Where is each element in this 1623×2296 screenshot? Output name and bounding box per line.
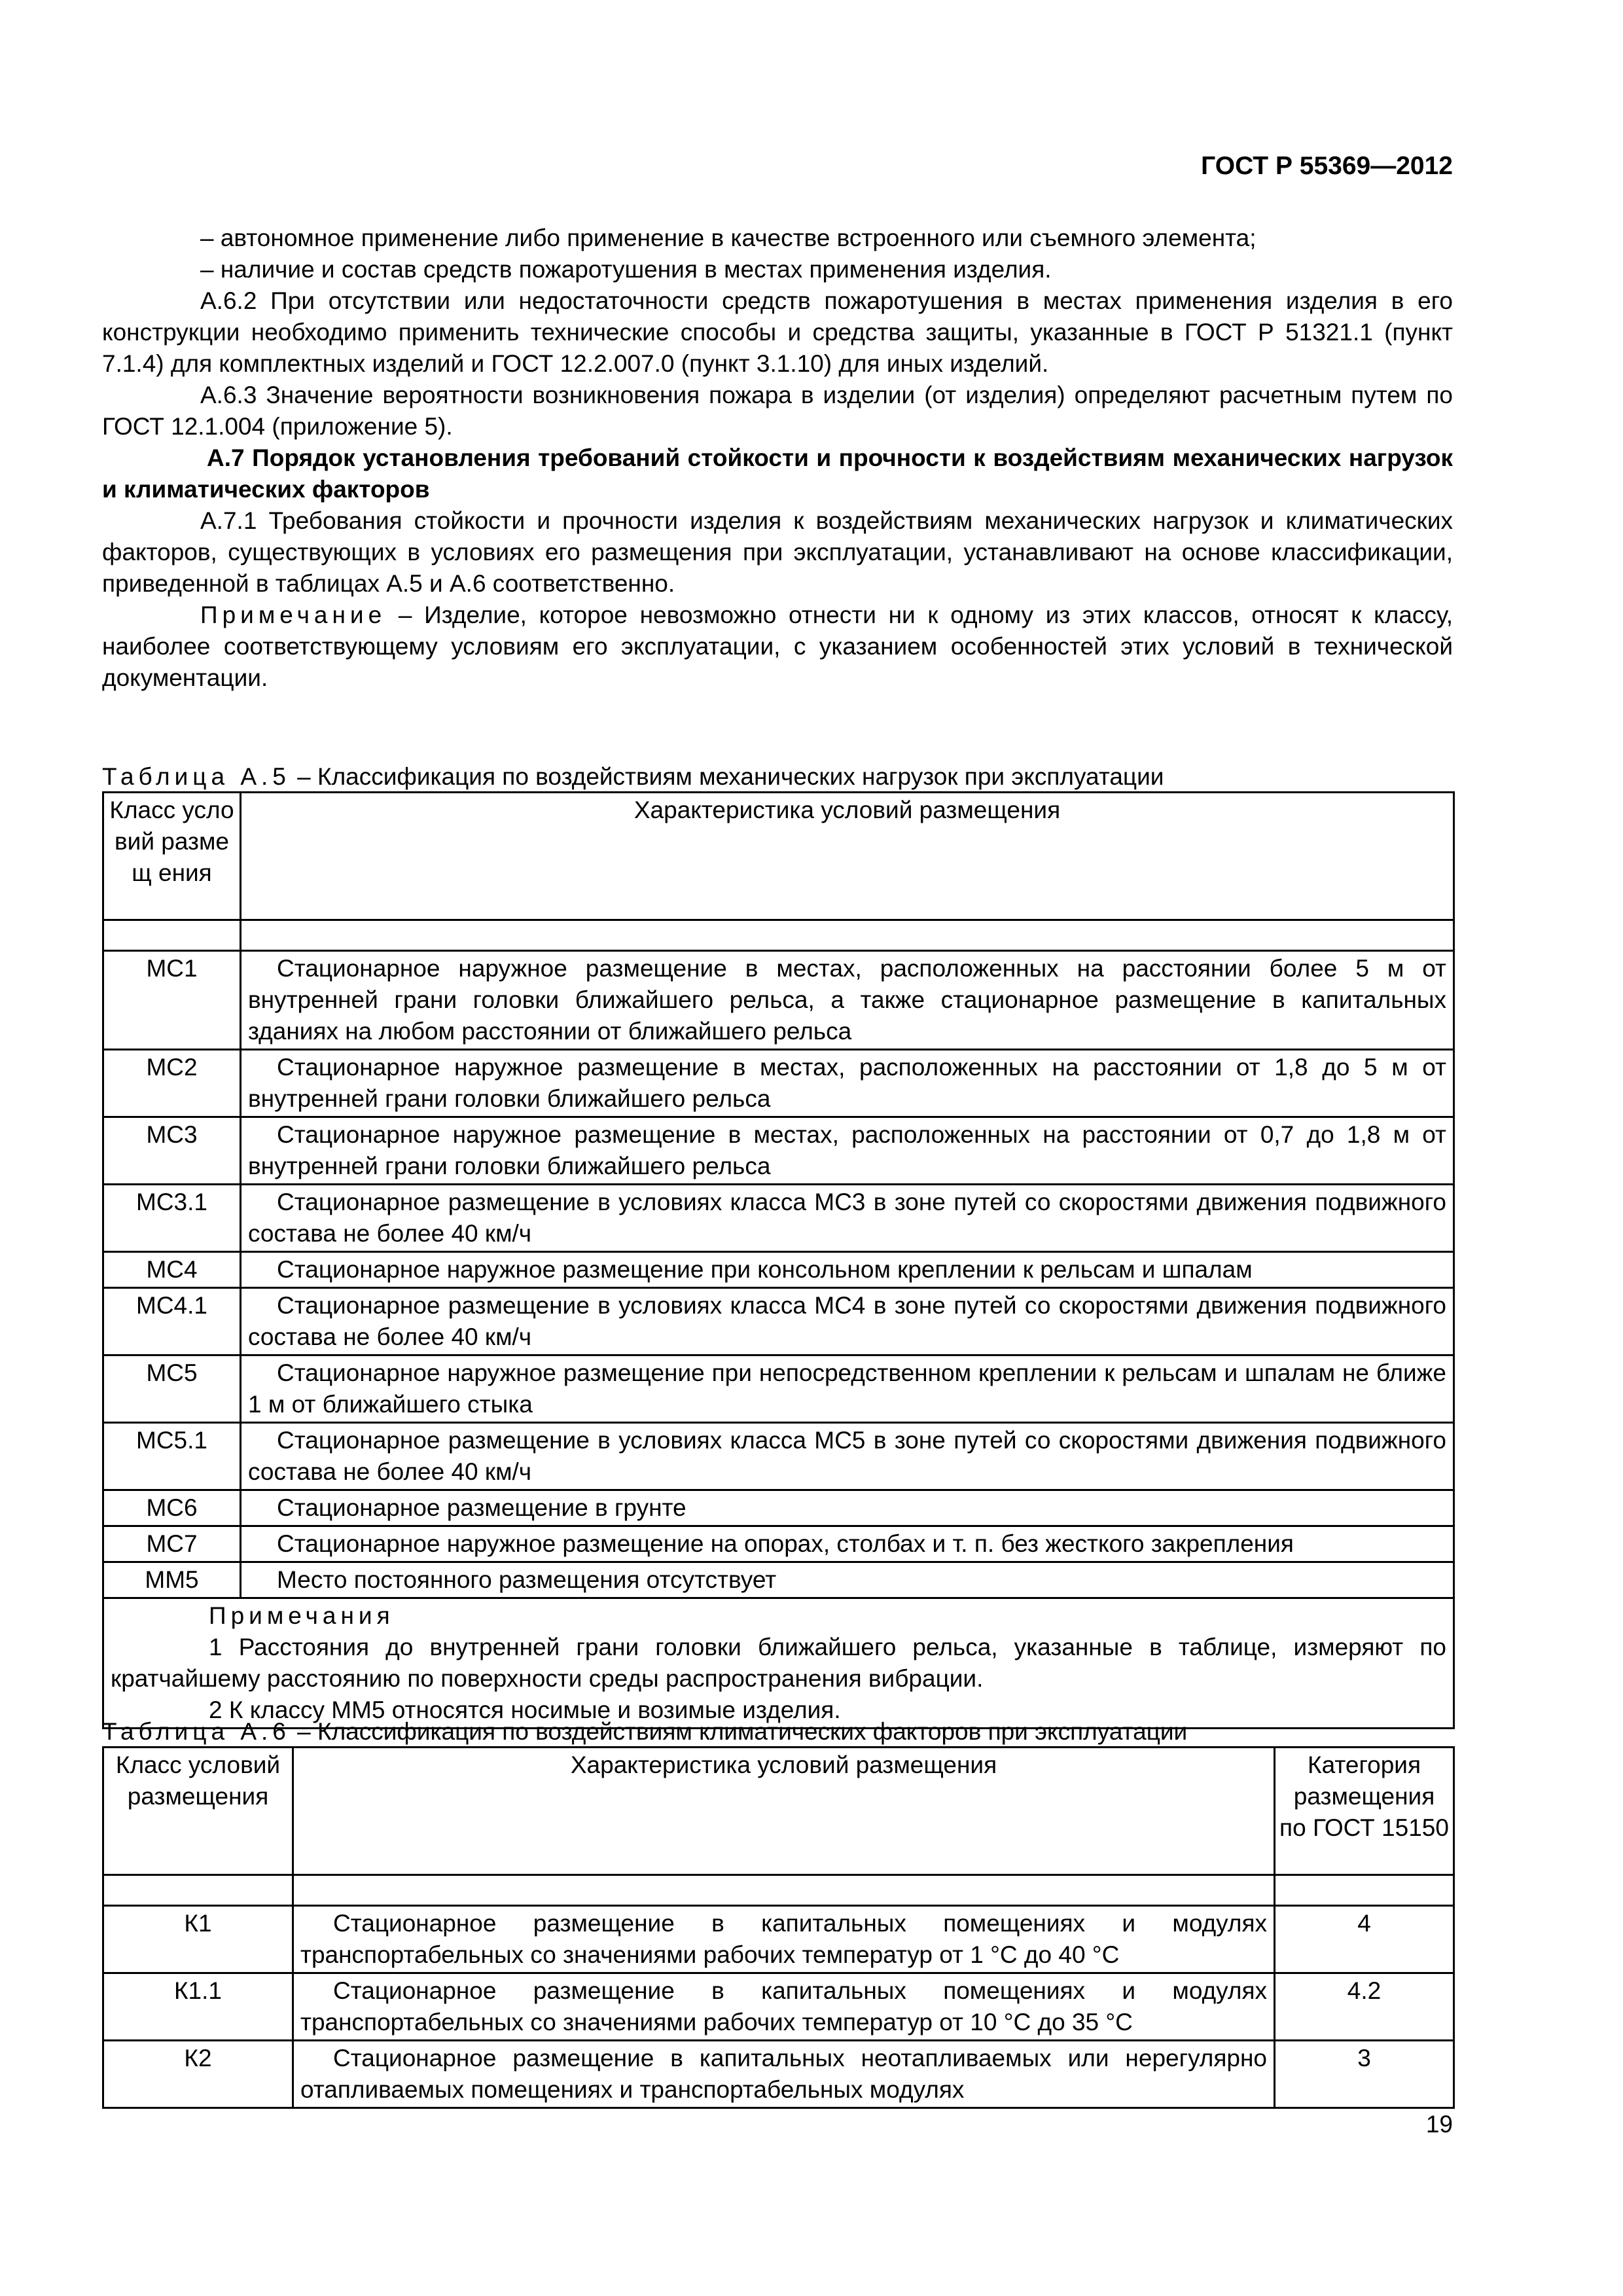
description-cell: Стационарное наружное размещение в местах, расположенных на расстоянии от 1,8 до 5 м от внутренней грани головки ближайшего рельса [241, 1050, 1454, 1117]
table-row [103, 1252, 1454, 1288]
class-cell: МС4 [103, 1252, 241, 1288]
description-cell: Стационарное наружное размещение при консольном креплении к рельсам и шпалам [241, 1252, 1454, 1288]
table-row [103, 1562, 1454, 1598]
table-a6-block [102, 1717, 1455, 2109]
table-a5-block [102, 762, 1455, 1729]
note-text: – Изделие, которое невозможно отнести ни к одному из этих классов, относят к классу, наиболее соответствующему условиям его эксплуатации, с указанием особенностей этих условий в технической документации. [102, 601, 1453, 691]
table-row [103, 1288, 1454, 1355]
description-cell: Стационарное размещение в капитальных помещениях и модулях транспортабельных со значениями рабочих температур от 10 °С до 35 °С [293, 1973, 1275, 2041]
description-cell: Стационарное наружное размещение на опорах, столбах и т. п. без жесткого закрепления [241, 1526, 1454, 1562]
table-spacer-row [103, 920, 1454, 951]
description-cell: Стационарное размещение в капитальных помещениях и модулях транспортабельных со значениями рабочих температур от 1 °С до 40 °С [293, 1906, 1275, 1973]
table-row [103, 951, 1454, 1050]
class-cell: К1 [103, 1906, 293, 1973]
body-text [102, 223, 1453, 694]
class-cell: МС7 [103, 1526, 241, 1562]
table-header-row [103, 793, 1454, 920]
column-header-category: Категория размещения по ГОСТ 15150 [1275, 1748, 1454, 1875]
note-2: 2 К классу ММ5 относятся носимые и возимые изделия. [209, 1696, 841, 1723]
column-header-class: Класс условий размещения [103, 1748, 293, 1875]
description-cell: Стационарное наружное размещение при непосредственном креплении к рельсам и шпалам не ближе 1 м от ближайшего стыка [241, 1355, 1454, 1423]
notes-title: Примечания [209, 1602, 395, 1629]
standard-designation: ГОСТ Р 55369—2012 [1201, 152, 1453, 180]
category-cell: 3 [1275, 2041, 1454, 2108]
table-notes-cell [103, 1598, 1454, 1729]
note-paragraph [102, 600, 1453, 694]
description-cell: Стационарное размещение в условиях класса МС4 в зоне путей со скоростями движения подвижного состава не более 40 км/ч [241, 1288, 1454, 1355]
description-cell: Стационарное размещение в условиях класса МС5 в зоне путей со скоростями движения подвижного состава не более 40 км/ч [241, 1423, 1454, 1490]
class-cell: ММ5 [103, 1562, 241, 1598]
description-cell: Стационарное размещение в капитальных неотапливаемых или нерегулярно отапливаемых помещениях и транспортабельных модулях [293, 2041, 1275, 2108]
class-cell: К2 [103, 2041, 293, 2108]
column-header-characteristic: Характеристика условий размещения [293, 1748, 1275, 1875]
table-row [103, 2041, 1454, 2108]
class-cell: МС4.1 [103, 1288, 241, 1355]
column-header-class: Класс условий размещ ения [103, 793, 241, 920]
description-cell: Стационарное наружное размещение в местах, расположенных на расстоянии более 5 м от внутренней грани головки ближайшего рельса, а также стационарное размещение в капитальных зданиях на любом расстоянии от ближайшего рельса [241, 951, 1454, 1050]
table-a6-caption-label: Таблица А.6 [102, 1718, 291, 1745]
table-a6-caption-text: – Классификация по воздействиям климатических факторов при эксплуатации [290, 1718, 1188, 1745]
paragraph: – наличие и состав средств пожаротушения в местах применения изделия. [200, 256, 1052, 283]
description-cell: Стационарное наружное размещение в местах, расположенных на расстоянии от 0,7 до 1,8 м от внутренней грани головки ближайшего рельса [241, 1117, 1454, 1185]
class-cell: МС2 [103, 1050, 241, 1117]
class-cell: МС5.1 [103, 1423, 241, 1490]
class-cell: К1.1 [103, 1973, 293, 2041]
class-cell: МС6 [103, 1490, 241, 1526]
table-row [103, 1490, 1454, 1526]
table-row [103, 1185, 1454, 1252]
category-cell: 4 [1275, 1906, 1454, 1973]
column-header-characteristic: Характеристика условий размещения [241, 793, 1454, 920]
class-cell: МС5 [103, 1355, 241, 1423]
table-a6-caption [102, 1717, 1455, 1746]
section-heading-a7: А.7 Порядок установления требований стойкости и прочности к воздействиям механических нагрузок и климатических факторов [102, 444, 1453, 503]
table-row [103, 1973, 1454, 2041]
class-cell: МС1 [103, 951, 241, 1050]
table-a5-caption [102, 762, 1455, 791]
class-cell: МС3.1 [103, 1185, 241, 1252]
table-notes-row [103, 1598, 1454, 1729]
paragraph-a63: А.6.3 Значение вероятности возникновения пожара в изделии (от изделия) определяют расчетным путем по ГОСТ 12.1.004 (приложение 5). [102, 382, 1453, 440]
paragraph-a71: А.7.1 Требования стойкости и прочности изделия к воздействиям механических нагрузок и климатических факторов, существующих в условиях его размещения при эксплуатации, устанавливают на основе классификации, приведенной в таблицах А.5 и А.6 соответственно. [102, 507, 1453, 597]
table-row [103, 1050, 1454, 1117]
table-row [103, 1526, 1454, 1562]
description-cell: Стационарное размещение в грунте [241, 1490, 1454, 1526]
table-row [103, 1355, 1454, 1423]
description-cell: Стационарное размещение в условиях класса МС3 в зоне путей со скоростями движения подвижного состава не более 40 км/ч [241, 1185, 1454, 1252]
category-cell: 4.2 [1275, 1973, 1454, 2041]
table-row [103, 1906, 1454, 1973]
table-a5-caption-text: – Классификация по воздействиям механических нагрузок при эксплуатации [290, 763, 1164, 790]
table-header-row [103, 1748, 1454, 1875]
table-row [103, 1423, 1454, 1490]
table-a5-caption-label: Таблица А.5 [102, 763, 291, 790]
table-row [103, 1117, 1454, 1185]
table-spacer-row [103, 1875, 1454, 1906]
paragraph-a62: А.6.2 При отсутствии или недостаточности средств пожаротушения в местах применения изделия в его конструкции необходимо применить технические способы и средства защиты, указанные в ГОСТ Р 51321.1 (пункт 7.1.4) для комплектных изделий и ГОСТ 12.2.007.0 (пункт 3.1.10) для иных изделий. [102, 287, 1453, 377]
table-a5 [102, 791, 1455, 1729]
note-label: Примечание [200, 601, 387, 628]
paragraph: – автономное применение либо применение в качестве встроенного или съемного элемента; [200, 224, 1257, 251]
note-1: 1 Расстояния до внутренней грани головки ближайшего рельса, указанные в таблице, измеряют по кратчайшему расстоянию по поверхности среды распространения вибрации. [111, 1634, 1446, 1692]
class-cell: МС3 [103, 1117, 241, 1185]
page-number: 19 [1425, 2111, 1453, 2138]
description-cell: Место постоянного размещения отсутствует [241, 1562, 1454, 1598]
table-a6 [102, 1746, 1455, 2109]
